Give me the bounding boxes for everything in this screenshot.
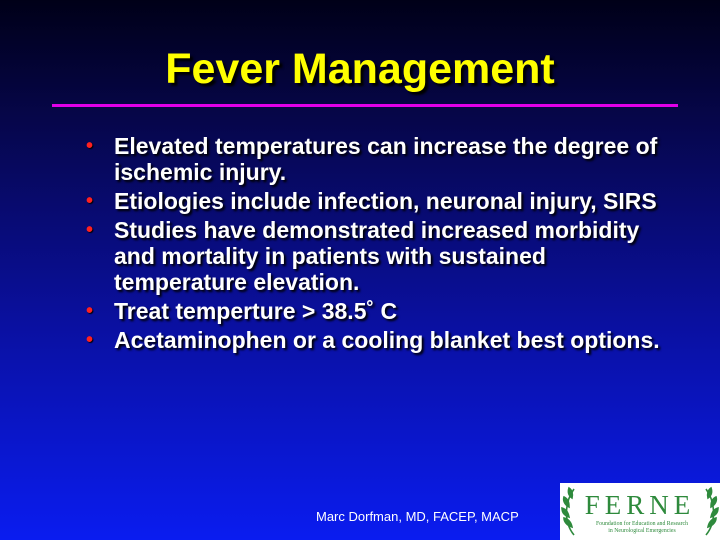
ferne-logo-graphic <box>560 483 720 540</box>
bullet-item <box>86 327 676 353</box>
bullet-item <box>86 298 676 324</box>
logo-wordmark: FERNE <box>584 490 696 520</box>
leaf-wreath-left-icon <box>562 488 574 535</box>
bullet-marker: • <box>86 135 94 157</box>
bullet-text: Studies have demonstrated increased morbidity and mortality in patients with sustained temperature elevation. <box>114 217 640 295</box>
bullet-marker: • <box>86 329 94 351</box>
bullet-item <box>86 133 676 185</box>
bullet-item <box>86 217 676 295</box>
bullet-marker: • <box>86 219 94 241</box>
bullet-text: Etiologies include infection, neuronal injury, SIRS <box>114 188 657 214</box>
bullet-text: Elevated temperatures can increase the degree of ischemic injury. <box>114 133 658 185</box>
bullet-item <box>86 188 676 214</box>
bullet-list <box>86 133 676 356</box>
bullet-marker: • <box>86 190 94 212</box>
leaf-wreath-right-icon <box>706 488 718 535</box>
title-divider <box>52 104 678 107</box>
presenter-credit: Marc Dorfman, MD, FACEP, MACP <box>316 509 519 524</box>
bullet-marker: • <box>86 300 94 322</box>
bullet-text: Treat temperture > 38.5˚ C <box>114 298 398 324</box>
bullet-text: Acetaminophen or a cooling blanket best options. <box>114 327 660 353</box>
logo-tagline-line-1: Foundation for Education and Research <box>595 521 689 527</box>
logo-tagline-line-2: in Neurological Emergencies <box>608 528 676 534</box>
slide-title: Fever Management <box>165 45 555 93</box>
ferne-logo <box>560 483 720 540</box>
